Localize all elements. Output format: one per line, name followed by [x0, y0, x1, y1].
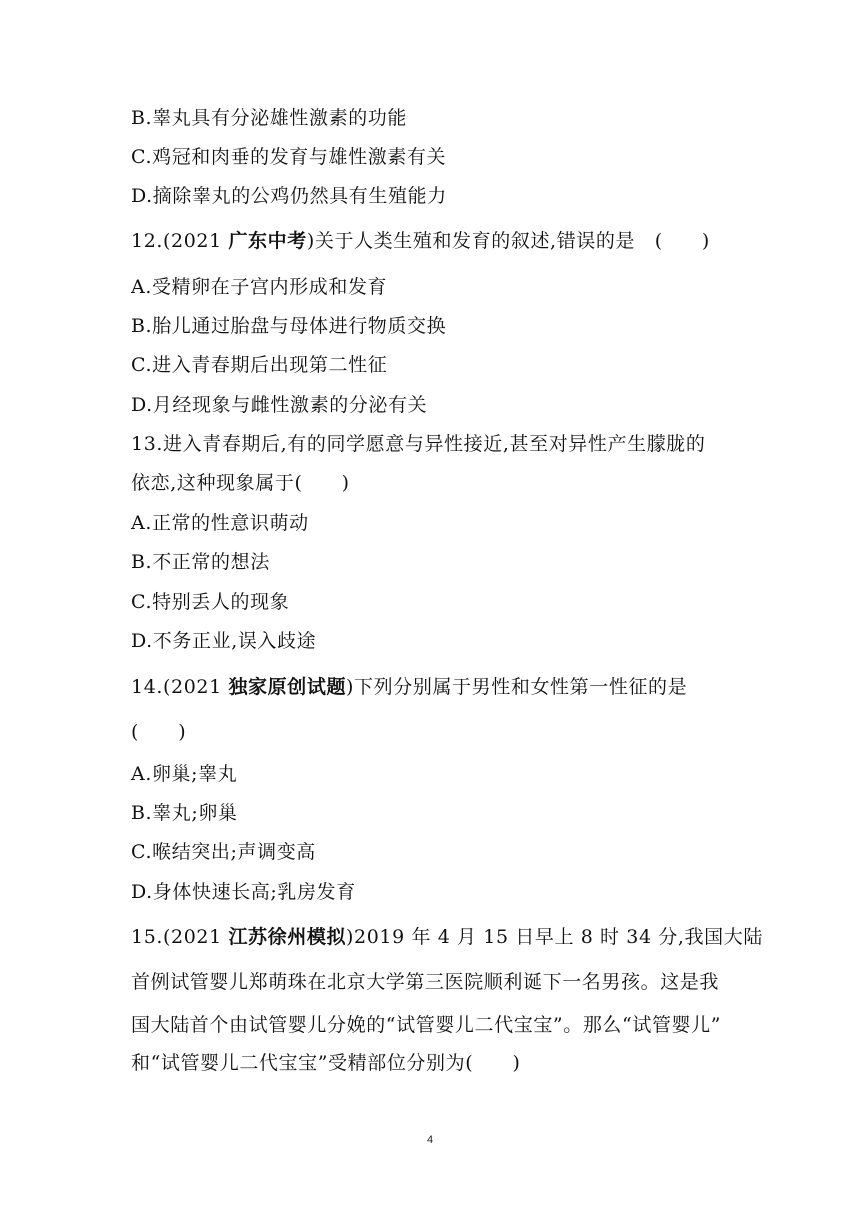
- q15-stem-line3: 国大陆首个由试管婴儿分娩的“试管婴儿二代宝宝”。那么“试管婴儿”: [131, 1014, 722, 1036]
- q11-option-d: D.摘除睾丸的公鸡仍然具有生殖能力: [131, 185, 447, 207]
- q11-option-c: C.鸡冠和肉垂的发育与雄性激素有关: [131, 146, 447, 168]
- q12-stem: [131, 229, 710, 253]
- q13-option-c: C.特别丢人的现象: [131, 591, 290, 613]
- q15-stem-line4: 和“试管婴儿二代宝宝”受精部位分别为( ): [131, 1052, 521, 1074]
- q13-option-a: A.正常的性意识萌动: [131, 512, 309, 534]
- q14-option-b: B.睾丸;卵巢: [131, 802, 238, 824]
- q14-option-c: C.喉结突出;声调变高: [131, 841, 316, 863]
- q14-answer-paren: ( ): [131, 721, 187, 743]
- q12-option-a: A.受精卵在子宫内形成和发育: [131, 276, 388, 298]
- q14-text: )下列分别属于男性和女性第一性征的是: [346, 676, 688, 698]
- q14-option-d: D.身体快速长高;乳房发育: [131, 881, 356, 903]
- q12-number: 12.(2021: [131, 230, 229, 252]
- q13-option-d: D.不务正业,误入歧途: [131, 630, 317, 652]
- q14-source: 独家原创试题: [228, 676, 347, 698]
- q14-stem: [131, 675, 687, 699]
- q14-number: 14.(2021: [131, 676, 229, 698]
- q13-stem-line1: 13.进入青春期后,有的同学愿意与异性接近,甚至对异性产生朦胧的: [131, 433, 706, 455]
- q12-text: )关于人类生殖和发育的叙述,错误的是 ( ): [306, 230, 710, 252]
- page-number: 4: [426, 1134, 434, 1146]
- q13-option-b: B.不正常的想法: [131, 551, 270, 573]
- q14-option-a: A.卵巢;睾丸: [131, 763, 238, 785]
- q15-stem-line1: [131, 925, 763, 949]
- q12-option-b: B.胎儿通过胎盘与母体进行物质交换: [131, 315, 447, 337]
- q12-option-d: D.月经现象与雌性激素的分泌有关: [131, 394, 428, 416]
- q11-option-b: B.睾丸具有分泌雄性激素的功能: [131, 107, 408, 129]
- q12-source: 广东中考: [228, 230, 307, 252]
- q15-stem-line2: 首例试管婴儿郑萌珠在北京大学第三医院顺利诞下一名男孩。这是我: [131, 971, 720, 993]
- q12-option-c: C.进入青春期后出现第二性征: [131, 354, 388, 376]
- q15-number: 15.(2021: [131, 926, 229, 948]
- q13-stem-line2: 依恋,这种现象属于( ): [131, 472, 350, 494]
- q15-source: 江苏徐州模拟: [228, 926, 347, 948]
- q15-text: )2019 年 4 月 15 日早上 8 时 34 分,我国大陆: [346, 926, 763, 948]
